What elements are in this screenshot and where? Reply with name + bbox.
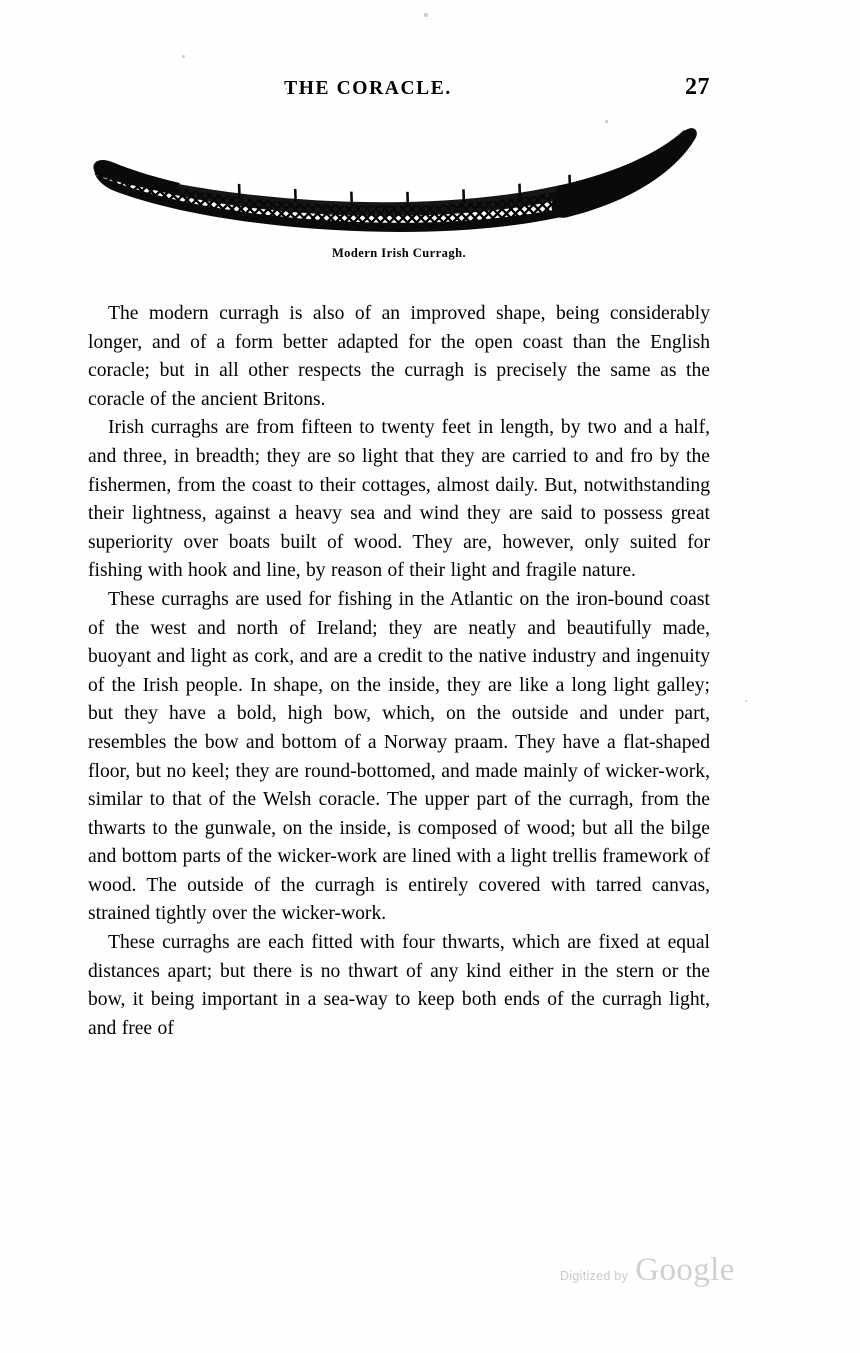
paragraph: Irish curraghs are from fifteen to twenty feet in length, by two and a half, and three, in breadth; they are so light that they are carried to and fro by the fishermen, from the coast to their cottages, almost daily. But, notwithstanding their lightness, against a heavy sea and wind they are said to possess great superiority over boats built of wood. They are, however, only suited for fishing with hook and line, by reason of their light and fragile nature. — [88, 417, 710, 582]
figure-block — [88, 128, 710, 278]
figure-caption: Modern Irish Curragh. — [331, 246, 467, 260]
page-title: THE CORACLE. — [284, 78, 452, 99]
running-head — [88, 74, 710, 106]
body-text — [88, 300, 710, 1043]
page-number: 27 — [685, 74, 710, 100]
google-wordmark: Google — [635, 1252, 735, 1288]
digitization-watermark — [560, 1252, 760, 1296]
watermark-prefix: Digitized by — [560, 1269, 629, 1283]
scan-speck — [182, 55, 185, 58]
scan-speck — [745, 700, 747, 702]
paragraph: These curraghs are used for fishing in the Atlantic on the iron-bound coast of the west and north of Ireland; they are neatly and beautifully made, buoyant and light as cork, and are a credit to the native industry and ingenuity of the Irish people. In shape, on the inside, they are like a long light galley; but they have a bold, high bow, which, on the outside and under part, resembles the bow and bottom of a Norway praam. They have a flat-shaped floor, but no keel; they are round-bottomed, and made mainly of wicker-work, similar to that of the Welsh coracle. The upper part of the curragh, from the thwarts to the gunwale, on the inside, is composed of wood; but all the bilge and bottom parts of the wicker-work are lined with a light trellis framework of wood. The outside of the curragh is entirely covered with tarred canvas, strained tightly over the wicker-work. — [88, 588, 710, 925]
boat-hull-woodcut-icon — [88, 128, 710, 236]
scan-speck — [605, 120, 608, 123]
scan-speck — [424, 13, 428, 17]
paragraph: The modern curragh is also of an improved shape, being considerably longer, and of a form better adapted for the open coast than the English coracle; but in all other respects the curragh is precisely the same as the coracle of the ancient Britons. — [88, 303, 710, 410]
paragraph: These curraghs are each fitted with four thwarts, which are fixed at equal distances apart; but there is no thwart of any kind either in the stern or the bow, it being important in a sea-way to keep both ends of the curragh light, and free of — [88, 932, 710, 1039]
